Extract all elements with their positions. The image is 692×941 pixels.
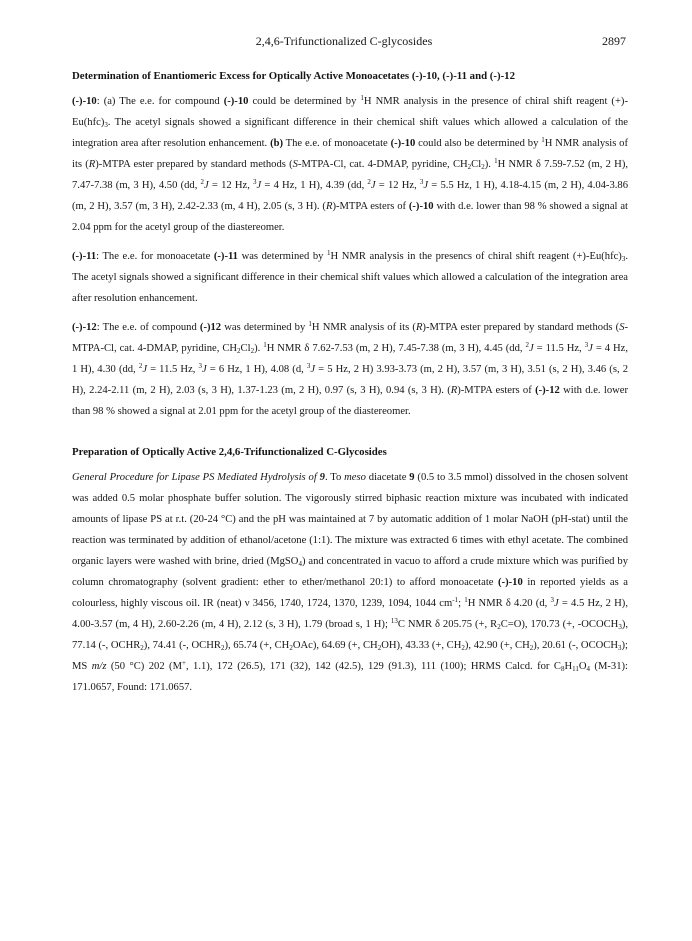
running-title: 2,4,6-Trifunctionalized C-glycosides <box>255 34 433 48</box>
paragraph-compound-10: (-)-10: (a) The e.e. for compound (-)-10 could be determined by $^1$H NMR analysis in the presence of chiral shift reagent $(+)-Eu(hfc)_3$. The acetyl signals showed a significant difference in their chemical shift values which allowed a calculation of the integration area after resolution enhancement. (b) The e.e. of monoacetate (-)-10 could also be determined by $^1$H NMR analysis of its (R)-MTPA ester prepared by standard methods (S-MTPA-Cl, cat. 4-DMAP, pyridine, $CH_2Cl_2$). $^1$H NMR δ 7.59-7.52 (m, 2 H), 7.47-7.38 (m, 3 H), 4.50 (dd, $^2$J = 12 Hz, $^3$J = 4 Hz, 1 H), 4.39 (dd, $^2$J = 12 Hz, $^3$J = 5.5 Hz, 1 H), 4.18-4.15 (m, 2 H), 4.04-3.86 (m, 2 H), 3.57 (m, 3 H), 2.42-2.33 (m, 4 H), 2.05 (s, 3 H). (R)-MTPA esters of (-)-10 with d.e. lower than 98 % showed a signal at 2.04 ppm for the acetyl group of the diastereomer. <box>72 94 629 233</box>
page-number: 2897 <box>602 34 626 48</box>
section-heading-preparation: Preparation of Optically Active 2,4,6-Trifunctionalized C-Glycosides <box>72 446 387 458</box>
section-heading-enantiomeric-excess: Determination of Enantiomeric Excess for Optically Active Monoacetates (-)-10, (-)-11 and (-)-12 <box>72 70 515 82</box>
paragraph-general-procedure: General Procedure for Lipase PS Mediated Hydrolysis of 9. To meso diacetate 9 (0.5 to 3.5 mmol) dissolved in the chosen solvent was added 0.5 molar phosphate buffer solution. The vigorously stirred biphasic reaction mixture was incubated with indicated amounts of lipase PS at r.t. (20-24 °C) and the pH was maintained at 7 by automatic addition of 1 molar NaOH (pH-stat) until the reaction was terminated by addition of ethanol/acetone (1:1). The mixture was extracted 6 times with ethyl acetate. The combined organic layers were washed with brine, dried (MgSO$_4$) and concentrated in vacuo to afford a crude mixture which was purified by column chromatography (solvent gradient: ether to ether/methanol 20:1) to afford monoacetate (-)-10 in reported yields as a colourless, highly viscous oil. IR (neat) ν 3456, 1740, 1724, 1370, 1239, 1094, 1044 $cm^{-1}$; $^1$H NMR δ 4.20 (d, $^3$J = 4.5 Hz, 2 H), 4.00-3.57 (m, 4 H), 2.60-2.26 (m, 4 H), 2.12 (s, 3 H), 1.79 (broad s, 1 H); $^{13}$C NMR δ 205.75 (+, $R_2C=O$), 170.73 (+, $-OCOCH_3$), 77.14 (-, $OCHR_2$), 74.41 (-, $OCHR_2$), 65.74 (+, $CH_2OAc$), 64.69 (+, $CH_2OH$), 43.33 (+, $CH_2$), 42.90 (+, $CH_2$), 20.61 (-, $OCOCH_3$); MS m/z (50 °C) 202 (M+, 1.1), 172 (26.5), 171 (32), 142 (42.5), 129 (91.3), 111 (100); HRMS Calcd. for $C_8H_{11}O_4$ (M-31): 171.0657, Found: 171.0657. <box>72 472 629 693</box>
paragraph-compound-11: (-)-11: The e.e. for monoacetate (-)-11 was determined by $^1$H NMR analysis in the presencs of chiral shift reagent $(+)-Eu(hfc)_3$. The acetyl signals showed a significant difference in their chemical shift values which allowed a calculation of the integration area after resolution enhancement. <box>72 249 628 304</box>
running-header <box>62 34 626 50</box>
article-body <box>72 66 628 698</box>
paragraph-compound-12: (-)-12: The e.e. of compound (-)12 was determined by $^1$H NMR analysis of its (R)-MTPA ester prepared by standard methods (S-MTPA-Cl, cat. 4-DMAP, pyridine, $CH_2Cl_2$). $^1$H NMR δ 7.62-7.53 (m, 2 H), 7.45-7.38 (m, 3 H), 4.45 (dd, $^2$J = 11.5 Hz, $^3$J = 4 Hz, 1 H), 4.30 (dd, $^2$J = 11.5 Hz, $^3$J = 6 Hz, 1 H), 4.08 (d, $^3$J = 5 Hz, 2 H) 3.93-3.73 (m, 2 H), 3.57 (m, 3 H), 3.51 (s, 2 H), 3.46 (s, 2 H), 2.24-2.11 (m, 2 H), 2.03 (s, 3 H), 1.37-1.23 (m, 2 H), 0.97 (s, 3 H), 0.94 (s, 3 H). (R)-MTPA esters of (-)-12 with d.e. lower than 98 % showed a signal at 2.01 ppm for the acetyl group of the diastereomer. <box>72 320 629 417</box>
